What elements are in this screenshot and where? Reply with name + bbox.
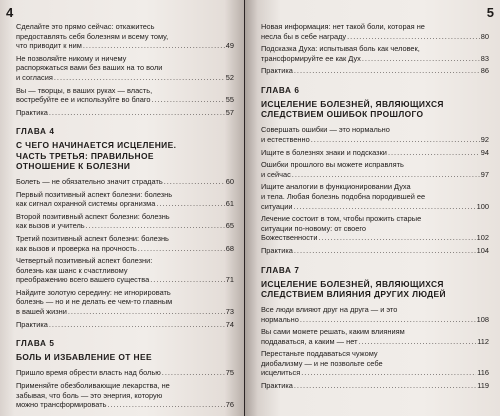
chapter-title-line: БОЛЬ И ИЗБАВЛЕНИЕ ОТ НЕЕ	[16, 352, 152, 363]
toc-entry-text: ситуации по-новому: от своего	[261, 223, 367, 233]
dot-leader	[358, 337, 476, 347]
dot-leader	[107, 400, 224, 410]
toc-entry[interactable]	[16, 320, 234, 330]
toc-entry-last-line	[261, 337, 489, 347]
dot-leader	[164, 177, 225, 187]
entry-group	[261, 125, 489, 255]
toc-page-number: 73	[225, 307, 234, 317]
dot-leader	[388, 148, 480, 158]
dot-leader	[86, 221, 225, 231]
chapter-title-line: ОТНОШЕНИЕ К БОЛЕЗНИ	[16, 160, 131, 171]
dot-leader	[49, 108, 225, 118]
toc-entry-text: Сделайте это прямо сейчас: откажитесь	[16, 22, 155, 31]
toc-entry-text: поддаваться, а каким — нет	[261, 336, 358, 346]
toc-page-number: 102	[476, 233, 489, 243]
toc-column	[16, 22, 234, 413]
toc-entry[interactable]	[261, 44, 489, 63]
toc-entry-last-line	[261, 381, 489, 391]
toc-page-number: 108	[476, 314, 489, 324]
toc-page-number: 97	[480, 169, 489, 179]
dot-leader	[54, 73, 225, 83]
page-number: 5	[486, 5, 494, 20]
chapter-title	[16, 140, 234, 171]
toc-entry-text: Практика	[261, 381, 293, 391]
chapter-title-line: С ЧЕГО НАЧИНАЕТСЯ ИСЦЕЛЕНИЕ.	[16, 140, 177, 151]
toc-entry-last-line	[16, 95, 234, 105]
toc-entry[interactable]	[16, 177, 234, 187]
dot-leader	[318, 233, 475, 243]
toc-page-number: 68	[225, 243, 234, 253]
chapter-title-line: ЧАСТЬ ТРЕТЬЯ: ПРАВИЛЬНОЕ	[16, 150, 154, 161]
toc-page-number: 49	[225, 41, 234, 51]
toc-entry-last-line	[16, 73, 234, 83]
dot-leader	[152, 95, 225, 105]
toc-entry[interactable]	[16, 368, 234, 378]
toc-page-number: 86	[480, 66, 489, 76]
entry-group	[16, 177, 234, 329]
toc-entry-last-line	[16, 199, 234, 209]
toc-entry-text: диобализму — и не позвольте себе	[261, 358, 383, 368]
toc-page-number: 61	[225, 199, 234, 209]
toc-entry-text: забывая, что боль — это энергия, которую	[16, 390, 163, 400]
chapter-title	[261, 279, 489, 299]
toc-entry-text: Вы — творцы, в ваших руках — власть,	[16, 85, 153, 95]
toc-entry[interactable]	[16, 234, 234, 253]
toc-entry-text: и естественно	[261, 134, 310, 144]
toc-page-number: 65	[225, 221, 234, 231]
dot-leader	[347, 32, 480, 42]
toc-page-number: 74	[225, 319, 234, 329]
toc-page-number: 52	[225, 72, 234, 82]
dot-leader	[294, 202, 476, 212]
chapter-label: ГЛАВА 5	[16, 339, 55, 349]
toc-entry-text: болезнь как шанс к счастливому	[16, 265, 128, 275]
toc-entry-last-line	[16, 320, 234, 330]
toc-entry-text: предоставлять себя болезням и всему тому,	[16, 31, 169, 41]
toc-entry-last-line	[16, 177, 234, 187]
toc-entry-last-line	[16, 41, 234, 51]
dot-leader	[156, 199, 224, 209]
toc-page-number: 75	[225, 368, 234, 378]
right-page	[245, 0, 500, 416]
toc-entry-text: Лечение состоит в том, чтобы прожить старые	[261, 214, 422, 224]
toc-entry-text: Ищите в болезнях знаки и подсказки	[261, 147, 387, 157]
toc-page-number: 55	[225, 95, 234, 105]
toc-page-number: 100	[476, 201, 489, 211]
toc-entry[interactable]	[16, 288, 234, 317]
toc-entry[interactable]	[261, 327, 489, 346]
toc-entry-text: Перестаньте поддаваться чужому	[261, 349, 378, 359]
dot-leader	[83, 41, 225, 51]
toc-entry-text: можно трансформировать	[16, 400, 107, 410]
chapter-title	[261, 99, 489, 119]
toc-entry-last-line	[261, 54, 489, 64]
toc-entry-text: что приводит к ним	[16, 41, 82, 51]
entry-group	[261, 22, 489, 76]
toc-entry[interactable]	[16, 22, 234, 51]
toc-page-number: 60	[225, 176, 234, 186]
toc-page-number: 94	[480, 147, 489, 157]
entry-group	[261, 305, 489, 391]
toc-page-number: 57	[225, 107, 234, 117]
toc-entry-text: как сигнал охранной системы организма	[16, 199, 156, 209]
toc-page-number: 104	[476, 245, 489, 255]
toc-entry-last-line	[16, 400, 234, 410]
toc-entry-text: как вызов и учитель	[16, 221, 85, 231]
dot-leader	[49, 320, 225, 330]
toc-entry[interactable]	[261, 214, 489, 243]
toc-column	[261, 22, 489, 394]
dot-leader	[294, 246, 476, 256]
toc-entry-text: преображению всего вашего существа	[16, 275, 150, 285]
toc-entry-text: Практика	[261, 245, 293, 255]
toc-entry-last-line	[16, 244, 234, 254]
chapter-title	[16, 352, 234, 362]
entry-group	[16, 22, 234, 117]
toc-entry[interactable]	[261, 182, 489, 211]
toc-entry-text: Ищите аналогии в функционировании Духа	[261, 182, 411, 192]
toc-entry-text: Совершать ошибки — это нормально	[261, 125, 390, 135]
toc-entry[interactable]	[16, 190, 234, 209]
toc-entry-text: и тела. Любая болезнь подобна породившей ее	[261, 191, 426, 201]
toc-entry-text: в вашей жизни	[16, 307, 67, 317]
toc-entry[interactable]	[261, 125, 489, 144]
dot-leader	[150, 275, 225, 285]
toc-entry[interactable]	[16, 86, 234, 105]
toc-entry-last-line	[16, 368, 234, 378]
chapter-label: ГЛАВА 6	[261, 85, 300, 95]
toc-page-number: 119	[477, 381, 489, 391]
toc-entry-text: Применяйте обезболивающие лекарства, не	[16, 381, 170, 391]
toc-entry-last-line	[16, 108, 234, 118]
toc-entry-last-line	[261, 135, 489, 145]
toc-entry-text: ситуации	[261, 201, 293, 211]
toc-entry-text: востребуйте ее и используйте во благо	[16, 95, 151, 105]
toc-page-number: 92	[480, 134, 489, 144]
chapter-label: ГЛАВА 7	[261, 265, 300, 275]
toc-entry-last-line	[261, 170, 489, 180]
toc-entry[interactable]	[16, 212, 234, 231]
toc-entry-text: несла бы в себе награду	[261, 31, 347, 41]
toc-page-number: 71	[225, 275, 234, 285]
toc-page-number: 116	[477, 368, 489, 378]
toc-entry-text: нормально	[261, 314, 299, 324]
toc-entry-last-line	[261, 202, 489, 212]
toc-entry-text: Второй позитивный аспект болезни: болезнь	[16, 211, 170, 221]
page-number: 4	[6, 5, 14, 20]
toc-entry-text: Четвертый позитивный аспект болезни:	[16, 256, 153, 266]
toc-entry[interactable]	[16, 108, 234, 118]
toc-entry-text: Все люди влияют друг на друга — и это	[261, 304, 398, 314]
toc-page-number: 80	[480, 31, 489, 41]
toc-entry-text: Божественности	[261, 233, 318, 243]
toc-entry-text: Найдите золотую середину: не игнорировать	[16, 287, 171, 297]
dot-leader	[294, 381, 476, 391]
dot-leader	[294, 66, 480, 76]
chapter-title-line: ИСЦЕЛЕНИЕ БОЛЕЗНЕЙ, ЯВЛЯЮЩИХСЯ	[261, 98, 444, 109]
toc-entry[interactable]	[261, 160, 489, 179]
dot-leader	[362, 54, 480, 64]
chapter-title-line: СЛЕДСТВИЕМ ВЛИЯНИЯ ДРУГИХ ЛЮДЕЙ	[261, 288, 446, 299]
toc-entry[interactable]	[16, 54, 234, 83]
toc-entry-last-line	[261, 32, 489, 42]
left-page	[0, 0, 244, 416]
dot-leader	[292, 170, 480, 180]
dot-leader	[162, 368, 225, 378]
toc-entry[interactable]	[261, 246, 489, 256]
toc-entry-text: Болеть — не обязательно значит страдать	[16, 176, 163, 186]
toc-entry-last-line	[261, 315, 489, 325]
toc-entry-text: Первый позитивный аспект болезни: болезнь	[16, 189, 173, 199]
toc-entry-text: Пришло время обрести власть над болью	[16, 368, 161, 378]
toc-entry-last-line	[261, 66, 489, 76]
dot-leader	[301, 368, 476, 378]
toc-entry-text: Практика	[16, 107, 48, 117]
entry-group	[16, 368, 234, 409]
toc-entry-text: и сейчас	[261, 169, 291, 179]
toc-entry-last-line	[261, 368, 489, 378]
toc-entry-last-line	[261, 233, 489, 243]
chapter-title-line: СЛЕДСТВИЕМ ОШИБОК ПРОШЛОГО	[261, 109, 424, 120]
toc-entry-last-line	[261, 246, 489, 256]
toc-entry[interactable]	[261, 381, 489, 391]
dot-leader	[311, 135, 480, 145]
dot-leader	[300, 315, 476, 325]
toc-page-number: 76	[225, 400, 234, 410]
toc-entry-last-line	[16, 221, 234, 231]
toc-entry-text: Третий позитивный аспект болезни: болезнь	[16, 233, 169, 243]
chapter-label: ГЛАВА 4	[16, 127, 55, 137]
toc-entry-text: Не позволяйте никому и ничему	[16, 53, 127, 63]
toc-entry-last-line	[16, 307, 234, 317]
toc-entry-text: Вы сами можете решать, каким влияниям	[261, 327, 405, 337]
toc-entry-text: Ошибки прошлого вы можете исправлять	[261, 160, 404, 170]
toc-entry-text: и согласия	[16, 72, 53, 82]
toc-entry[interactable]	[261, 305, 489, 324]
toc-entry[interactable]	[16, 381, 234, 410]
toc-entry[interactable]	[261, 22, 489, 41]
dot-leader	[68, 307, 225, 317]
toc-page-number: 83	[480, 53, 489, 63]
toc-entry-text: Практика	[261, 66, 293, 76]
toc-entry-text: как вызов и проверка на прочность	[16, 243, 137, 253]
toc-entry-text: Подсказка Духа: испытывая боль как человек,	[261, 44, 420, 54]
toc-entry[interactable]	[261, 66, 489, 76]
dot-leader	[138, 244, 225, 254]
toc-entry-text: Новая информация: нет такой боли, которая не	[261, 22, 425, 31]
toc-entry-text: трансформируйте ее как Дух	[261, 53, 361, 63]
toc-entry[interactable]	[261, 148, 489, 158]
toc-entry-text: исцелиться	[261, 368, 301, 378]
toc-page-number: 112	[477, 336, 489, 346]
toc-entry-last-line	[16, 275, 234, 285]
toc-entry-text: распоряжаться вами без ваших на то воли	[16, 63, 163, 73]
toc-entry-last-line	[261, 148, 489, 158]
toc-entry[interactable]	[16, 256, 234, 285]
toc-entry[interactable]	[261, 349, 489, 378]
toc-entry-text: Практика	[16, 319, 48, 329]
toc-entry-text: болезнь — но и не делать ее чем-то главным	[16, 297, 173, 307]
chapter-title-line: ИСЦЕЛЕНИЕ БОЛЕЗНЕЙ, ЯВЛЯЮЩИХСЯ	[261, 278, 444, 289]
